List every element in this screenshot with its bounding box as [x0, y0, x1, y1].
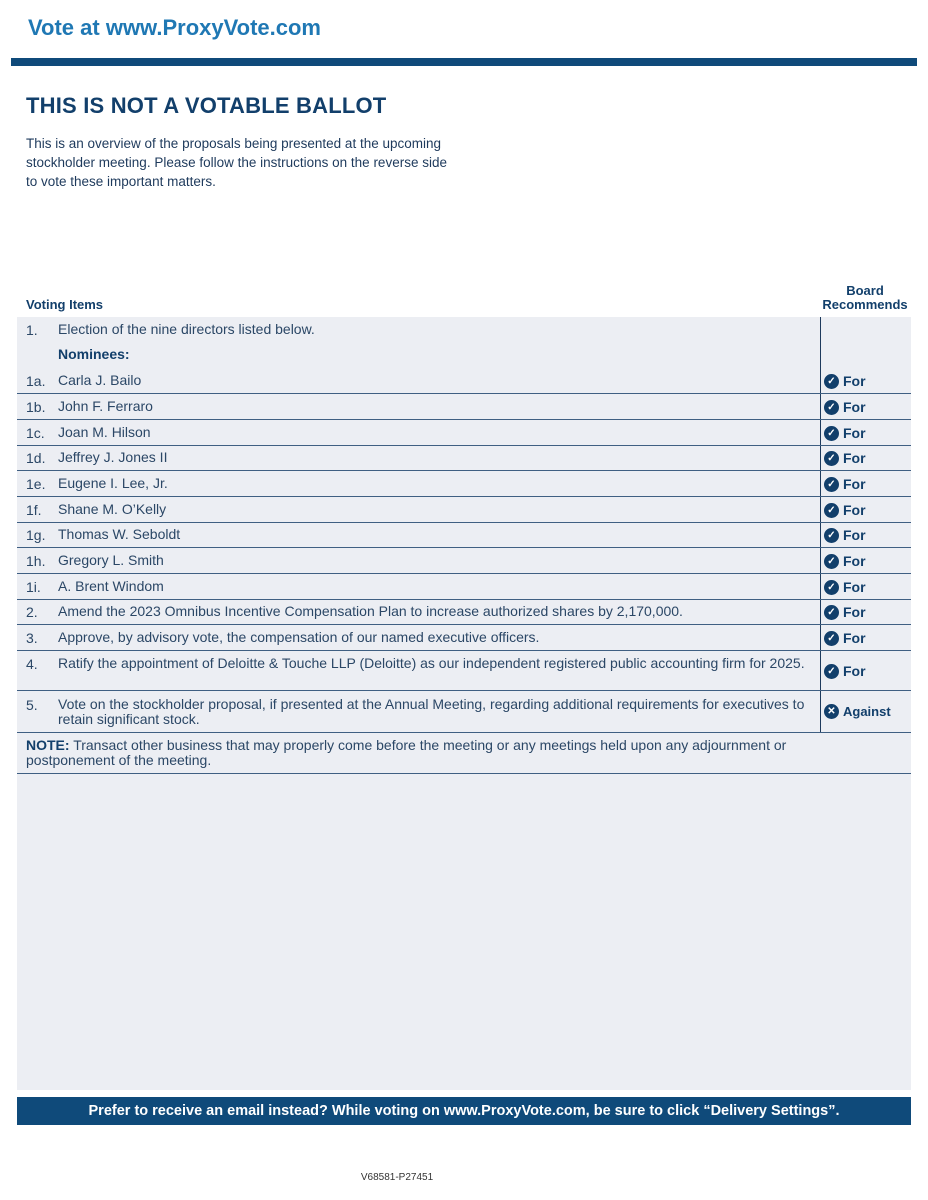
table-row — [17, 548, 911, 574]
table-row — [17, 369, 911, 394]
voting-items-header: Voting Items — [26, 297, 104, 312]
header-rule — [11, 58, 917, 66]
recommendation — [824, 425, 866, 441]
item-text: A. Brent Windom — [58, 578, 164, 594]
item-number: 2. — [26, 604, 38, 620]
note-text-block — [26, 738, 826, 768]
check-circle-icon: ✓ — [824, 477, 839, 492]
recommendation-label: For — [843, 502, 866, 518]
item-number: 1. — [26, 322, 38, 338]
board-recommends-header — [818, 284, 912, 312]
check-circle-icon: ✓ — [824, 451, 839, 466]
table-row — [17, 600, 911, 625]
recommendation-label: For — [843, 450, 866, 466]
check-circle-icon: ✓ — [824, 503, 839, 518]
check-circle-icon: ✓ — [824, 528, 839, 543]
check-circle-icon: ✓ — [824, 426, 839, 441]
recommendation-label: Against — [843, 704, 891, 719]
recommendation-label: For — [843, 373, 866, 389]
board-recommends-line2: Recommends — [822, 297, 908, 312]
recommendation — [824, 399, 866, 415]
item-text: Jeffrey J. Jones II — [58, 449, 168, 465]
recommendation — [824, 553, 866, 569]
item-text: Election of the nine directors listed below. — [58, 321, 315, 337]
recommendation-label: For — [843, 663, 866, 679]
item-number: 1b. — [26, 399, 46, 415]
check-circle-icon: ✓ — [824, 400, 839, 415]
recommendation-label: For — [843, 527, 866, 543]
recommendation — [824, 579, 866, 595]
item-number: 1g. — [26, 527, 46, 543]
item-text: Gregory L. Smith — [58, 552, 164, 568]
table-row — [17, 651, 911, 691]
note-label: NOTE: — [26, 737, 70, 753]
table-row — [17, 497, 911, 523]
table-row — [17, 471, 911, 497]
recommendation — [824, 476, 866, 492]
intro-text: This is an overview of the proposals being presented at the upcoming stockholder meeting. Please follow the instructions on the reverse side to vote these important matters. — [26, 136, 447, 189]
recommendation — [824, 373, 866, 389]
recommendation-label: For — [843, 579, 866, 595]
item-text: Thomas W. Seboldt — [58, 526, 181, 542]
board-recommends-line1: Board — [846, 283, 884, 298]
item-number: 1e. — [26, 476, 46, 492]
check-circle-icon: ✓ — [824, 664, 839, 679]
item-text: Eugene I. Lee, Jr. — [58, 475, 168, 491]
item-number: 1d. — [26, 450, 46, 466]
note-row — [17, 734, 911, 774]
item-number: 1c. — [26, 425, 45, 441]
item-number: 4. — [26, 656, 38, 672]
item-number: 1f. — [26, 502, 42, 518]
recommendation-label: For — [843, 425, 866, 441]
recommendation — [824, 663, 866, 679]
table-row — [17, 691, 911, 733]
item-number: 1a. — [26, 373, 46, 389]
recommendation — [824, 450, 866, 466]
table-row — [17, 625, 911, 651]
delivery-settings-banner: Prefer to receive an email instead? While voting on www.ProxyVote.com, be sure to click “Delivery Settings”. — [17, 1097, 911, 1125]
page-title: THIS IS NOT A VOTABLE BALLOT — [26, 93, 387, 118]
check-circle-icon: ✓ — [824, 605, 839, 620]
recommendation-label: For — [843, 399, 866, 415]
document-code: V68581-P27451 — [360, 1172, 434, 1183]
item-text: Shane M. O’Kelly — [58, 501, 167, 517]
item-text: Joan M. Hilson — [58, 424, 151, 440]
table-row — [17, 574, 911, 600]
proxyvote-link[interactable]: Vote at www.ProxyVote.com — [28, 15, 321, 40]
item-text: Carla J. Bailo — [58, 372, 142, 388]
item-text: Vote on the stockholder proposal, if presented at the Annual Meeting, regarding additional requirements for executives to retain significant stock. — [58, 696, 805, 727]
item-number: 3. — [26, 630, 38, 646]
table-row — [17, 394, 911, 420]
recommendation — [824, 604, 866, 620]
x-circle-icon: ✕ — [824, 704, 839, 719]
item-text: Ratify the appointment of Deloitte & Touche LLP (Deloitte) as our independent registered public accounting firm for 2025. — [58, 655, 805, 671]
item-number: 1i. — [26, 579, 41, 595]
recommendation-label: For — [843, 553, 866, 569]
recommendation-label: For — [843, 476, 866, 492]
check-circle-icon: ✓ — [824, 580, 839, 595]
note-text: Transact other business that may properly come before the meeting or any meetings held upon any adjournment or postponement of the meeting. — [26, 737, 787, 768]
recommendation-label: For — [843, 630, 866, 646]
recommendation — [824, 527, 866, 543]
item-text: Approve, by advisory vote, the compensation of our named executive officers. — [58, 629, 540, 645]
table-row — [17, 446, 911, 471]
table-row — [17, 523, 911, 548]
nominees-label: Nominees: — [58, 346, 130, 362]
check-circle-icon: ✓ — [824, 374, 839, 389]
table-row — [17, 420, 911, 446]
item-text: John F. Ferraro — [58, 398, 153, 414]
list-item — [17, 322, 911, 342]
recommendation — [824, 704, 891, 719]
item-number: 5. — [26, 697, 38, 713]
item-text: Amend the 2023 Omnibus Incentive Compensation Plan to increase authorized shares by 2,170,000. — [58, 603, 683, 619]
recommendation-label: For — [843, 604, 866, 620]
nominees-row — [17, 347, 911, 367]
recommendation — [824, 502, 866, 518]
item-number: 1h. — [26, 553, 46, 569]
check-circle-icon: ✓ — [824, 631, 839, 646]
recommendation — [824, 630, 866, 646]
check-circle-icon: ✓ — [824, 554, 839, 569]
